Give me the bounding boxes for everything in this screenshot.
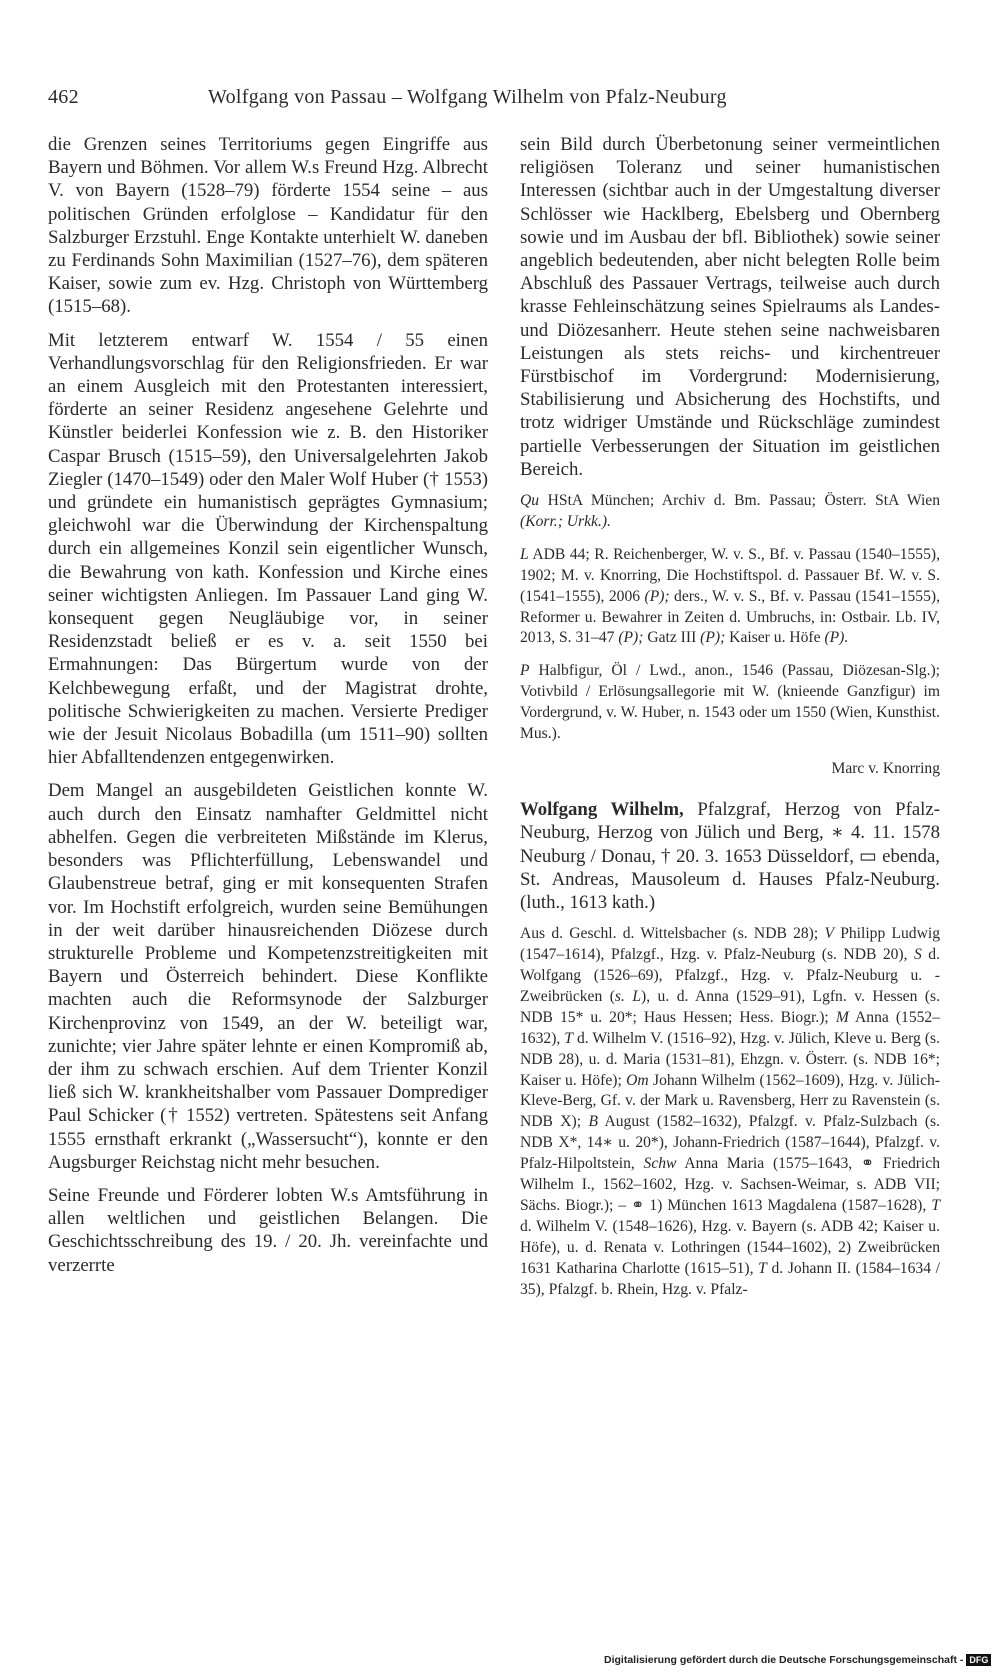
- lit-label: L: [520, 545, 529, 563]
- dfg-logo: DFG: [966, 1654, 991, 1666]
- right-column: [520, 133, 940, 1313]
- genealogy-note: Aus d. Geschl. d. Wittelsbacher (s. NDB 28); V Philipp Ludwig (1547–1614), Pfalzgf., Hzg. v. Pfalz-Neuburg (s. NDB 20), S d. Wolfgang (1526–69), Pfalzgf., Hzg. v. Pfalz-Neuburg u. -Zweibrücken (s. L), u. d. Anna (1529–91), Lgfn. v. Hessen (s. NDB 15* u. 20*; Haus Hessen; Hess. Biogr.); M Anna (1552–1632), T d. Wilhelm V. (1516–92), Hzg. v. Jülich, Kleve u. Berg (s. NDB 28), u. d. Maria (1531–81), Ehzgn. v. Österr. (s. NDB 16*; Kaiser u. Höfe); Om Johann Wilhelm (1562–1609), Hzg. v. Jülich-Kleve-Berg, Gf. v. der Mark u. Ravensberg, Herr zu Ravenstein (s. NDB X); B August (1582–1632), Pfalzgf. v. Pfalz-Sulzbach (s. NDB X*, 14∗ u. 20*), Johann-Friedrich (1587–1644), Pfalzgf. v. Pfalz-Hilpoltstein, Schw Anna Maria (1575–1643, ⚭ Friedrich Wilhelm I., 1562–1602, Hzg. v. Sachsen-Weimar, s. ADB VII; Sächs. Biogr.); – ⚭ 1) München 1613 Magdalena (1587–1628), T d. Wilhelm V. (1548–1626), Hzg. v. Bayern (s. ADB 42; Kaiser u. Höfe), u. d. Renata v. Lothringen (1544–1602), 2) Zweibrücken 1631 Katharina Charlotte (1615–51), T d. Johann II. (1584–1634 / 35), Pfalzgf. b. Rhein, Hzg. v. Pfalz-: [520, 925, 941, 1298]
- p-label: P: [520, 662, 530, 680]
- article-author: Marc v. Knorring: [831, 760, 940, 778]
- paragraph: die Grenzen seines Territoriums gegen Eingriffe aus Bayern und Böhmen. Vor allem W.s Freund Hzg. Albrecht V. von Bayern (1528–79) förderte 1554 seine – aus politischen Gründen erfolglose – Kandidatur für den Salzburger Erzstuhl. Enge Kontakte unterhielt W. daneben zu Ferdinands Sohn Maximilian (1527–76), dem späteren Kaiser, sowie zum ev. Hzg. Christoph von Württemberg (1515–68).: [48, 134, 488, 318]
- page-header: [48, 86, 940, 116]
- paragraph: Mit letzterem entwarf W. 1554 / 55 einen Verhandlungsvorschlag für den Religionsfrieden. Er war an einem Ausgleich mit den Protestanten interessiert, förderte an seiner Residenz angesehene Gelehrte und Künstler beiderlei Konfession wie z. B. den Historiker Caspar Brusch (1515–59), den Universalgelehrten Jakob Ziegler (1470–1549) oder den Maler Wolf Huber († 1553) und gründete ein humanistisch geprägtes Gymnasium; gleichwohl war die Überwindung der Kirchenspaltung durch ein allgemeines Konzil sein eigentlicher Wunsch, die Bewahrung von kath. Konfession und Kirche eines seiner wichtigsten Anliegen. Im Passauer Land ging W. konsequent gegen Neugläubige vor, in seiner Residenzstadt beließ er es v. a. seit 1550 bei Ermahnungen: Das Bürgertum wurde von der Kelchbewegung erfaßt, und der Magistrat drohte, politische Schwierigkeiten zu machen. Versierte Prediger wie der Jesuit Nicolaus Bobadilla (um 1511–90) sollten hier Abfalltendenzen entgegenwirken.: [48, 329, 488, 769]
- sources-note: Qu HStA München; Archiv d. Bm. Passau; Österr. StA Wien (Korr.; Urkk.).: [520, 492, 940, 530]
- footer-text: Digitalisierung gefördert durch die Deutsche Forschungsgemeinschaft -: [604, 1654, 964, 1666]
- page-number: 462: [48, 86, 79, 108]
- portrait-note: P Halbfigur, Öl / Lwd., anon., 1546 (Passau, Diözesan-Slg.); Votivbild / Erlösungsallegorie mit W. (knieende Ganzfigur) im Vordergrund, v. W. Huber, n. 1543 oder um 1550 (Wien, Kunsthist. Mus.).: [520, 662, 940, 743]
- entry-lemma: Wolfgang Wilhelm,: [520, 799, 684, 821]
- entry-heading: Wolfgang Wilhelm, Pfalzgraf, Herzog von Pfalz-Neuburg, Herzog von Jülich und Berg, ∗ 4. 11. 1578 Neuburg / Donau, † 20. 3. 1653 Düsseldorf, ▭ ebenda, St. Andreas, Mausoleum d. Hauses Pfalz-Neuburg. (luth., 1613 kath.): [520, 799, 940, 914]
- qu-label: Qu: [520, 492, 540, 510]
- paragraph: sein Bild durch Überbetonung seiner vermeintlichen religiösen Toleranz und seiner humanistischen Interessen (sichtbar auch in der Umgestaltung diverser Schlösser wie Hacklberg, Ebelsberg und Obernberg sowie und im Ausbau der bfl. Bibliothek) sowie seiner angeblich bedeutenden, aber nicht belegten Rolle beim Abschluß des Passauer Vertrags, teilweise auch durch krasse Fehleinschätzung seines Spielraums als Landes- und Diözesanherr. Heute stehen seine nachweisbaren Leistungen als stets reichs- und kirchentreuer Fürstbischof im Vordergrund: Modernisierung, Stabilisierung und Absicherung des Hochstifts, und trotz widriger Umstände und Rückschläge zumindest partielle Verbesserungen der Situation im geistlichen Bereich.: [520, 134, 940, 480]
- paragraph: Seine Freunde und Förderer lobten W.s Amtsführung in allen weltlichen und geistlichen Belangen. Die Geschichtsschreibung des 19. / 20. Jh. vereinfachte und verzerrte: [48, 1184, 488, 1276]
- left-column: [48, 133, 488, 1287]
- paragraph: Dem Mangel an ausgebildeten Geistlichen konnte W. auch durch den Einsatz namhafter Geldmittel nicht abhelfen. Gegen die verbreiteten Mißstände im Klerus, besonders was Pflichterfüllung, Lebenswandel und Glaubenstreue betraf, ging er mit konsequenten Strafen vor. Im Hochstift erfolgreich, wurden seine Bemühungen in der weit darüber hinausreichenden Diözese durch strukturelle Probleme und Kompetenzstreitigkeiten mit Bayern und Österreich behindert. Diese Konflikte machten auch die Reformsynode der Salzburger Kirchenprovinz von 1549, an der W. beteiligt war, zunichte; vier Jahre später lehnte er einen Kompromiß ab, der ihm zu schwach erschien. Auf dem Trienter Konzil ließ sich W. krankheitshalber vom Passauer Domprediger Paul Schicker († 1552) vertreten. Spätestens seit Anfang 1555 ernsthaft erkrankt („Wassersucht“), konnte er den Augsburger Reichstag nicht mehr besuchen.: [48, 780, 488, 1173]
- literature-note: L ADB 44; R. Reichenberger, W. v. S., Bf. v. Passau (1540–1555), 1902; M. v. Knorring, Die Hochstiftspol. d. Passauer Bf. W. v. S. (1541–1555), 2006 (P); ders., W. v. S., Bf. v. Passau (1541–1555), Reformer u. Bewahrer in Zeiten d. Umbruchs, in: Ostbair. Lb. IV, 2013, S. 31–47 (P); Gatz III (P); Kaiser u. Höfe (P).: [520, 545, 940, 647]
- digitization-footer: [604, 1654, 991, 1666]
- running-title: Wolfgang von Passau – Wolfgang Wilhelm von Pfalz-Neuburg: [208, 86, 727, 108]
